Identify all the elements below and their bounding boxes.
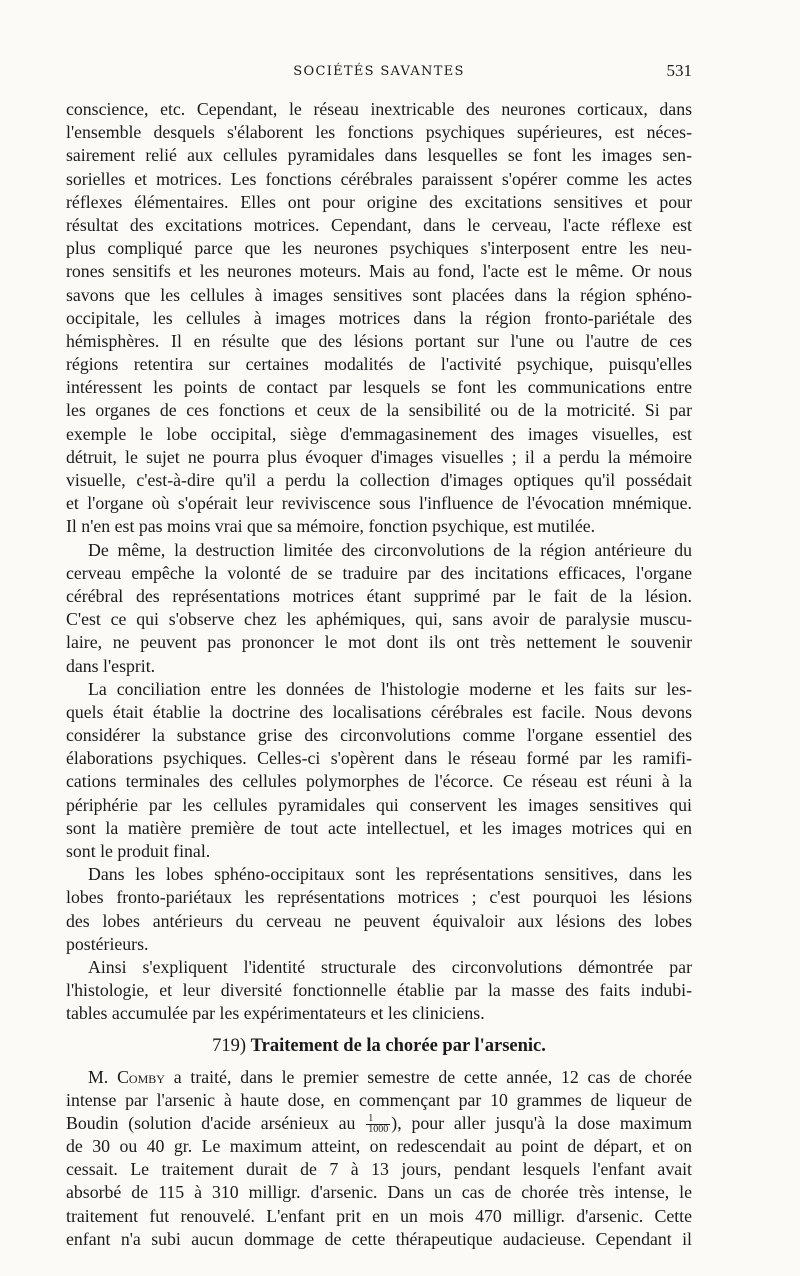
text-line: Il n'en est pas moins vrai que sa mémoire, fonction psychique, est mutilée. xyxy=(66,516,596,537)
text-line: traitement fut renouvelé. L'enfant prit en un mois 470 milligr. d'arsenic. Cette xyxy=(66,1205,692,1226)
paragraph xyxy=(66,1066,692,1252)
section-title: Traitement de la chorée par l'arsenic. xyxy=(250,1035,546,1056)
text-line: sont le produit final. xyxy=(66,841,211,861)
paragraph xyxy=(66,956,692,1026)
text-line: l'histologie, et leur diversité fonctionnelle établie par la masse des faits indubi- xyxy=(66,980,692,1001)
text-line: cessait. Le traitement durait de 7 à 13 jours, pendant lesquels l'enfant avait xyxy=(66,1159,692,1180)
text-line: et l'organe où s'opérait leur reviviscence sous l'influence de l'évocation mnémique. xyxy=(66,493,692,514)
author-name: Comby xyxy=(117,1066,165,1087)
page-number: 531 xyxy=(666,61,692,80)
text-line: Dans les lobes sphéno-occipitaux sont les représentations sensitives, dans les xyxy=(88,864,692,885)
text-line: rones sensitifs et les neurones moteurs. Mais au fond, l'acte est le même. Or nous xyxy=(66,261,692,282)
text-line: périphérie par les cellules pyramidales qui conservent les images sensitives qui xyxy=(66,794,692,815)
text-line: cérébral des représentations motrices étant supprimé par le fait de la lésion. xyxy=(66,585,692,606)
text-line: cerveau empêche la volonté de se traduire par des incitations efficaces, l'organe xyxy=(66,562,692,583)
text-fragment: Boudin (solution d'acide arsénieux au xyxy=(66,1112,366,1133)
body-text xyxy=(66,98,692,1251)
text-line xyxy=(66,1112,692,1135)
text-line: enfant n'a subi aucun dommage de cette thérapeutique audacieuse. Cependant il xyxy=(66,1228,692,1249)
paragraph xyxy=(66,539,692,678)
text-line: lobes fronto-pariétaux les représentations motrices ; c'est pourquoi les lésions xyxy=(66,887,692,908)
paragraph xyxy=(66,863,692,956)
text-line: réflexes élémentaires. Elles ont pour origine des excitations sensitives et pour xyxy=(66,191,692,212)
text-line: l'ensemble desquels s'élaborent les fonctions psychiques supérieures, est néces- xyxy=(66,122,692,143)
text-line: élaborations psychiques. Celles-ci s'opèrent dans le réseau formé par les ramifi- xyxy=(66,748,692,769)
text-line: intéressent les points de contact par lesquels se font les communications entre xyxy=(66,377,692,398)
text-line: détruit, le sujet ne pourra plus évoquer d'images visuelles ; il a perdu la mémoire xyxy=(66,446,692,467)
text-line: dans l'esprit. xyxy=(66,655,156,676)
text-line: sont la matière première de tout acte intellectuel, et les images motrices qui en xyxy=(66,817,692,838)
text-line: sorielles et motrices. Les fonctions cérébrales paraissent s'opérer comme les actes xyxy=(66,168,692,189)
text-fragment: M. xyxy=(88,1066,118,1087)
text-line: postérieurs. xyxy=(66,933,149,954)
text-fragment: ), pour aller jusqu'à la dose maximum xyxy=(391,1112,692,1133)
text-line: C'est ce qui s'observe chez les aphémiques, qui, sans avoir de paralysie muscu- xyxy=(66,609,692,630)
page-header xyxy=(66,62,692,86)
text-line: occipitale, les cellules à images motrices dans la région fronto-pariétale des xyxy=(66,307,692,328)
text-line: sairement relié aux cellules pyramidales dans lesquelles se font les images sen- xyxy=(66,145,692,166)
paragraph xyxy=(66,98,692,539)
text-line: les organes de ces fonctions et ceux de la sensibilité ou de la motricité. Si par xyxy=(66,400,692,421)
text-line: savons que les cellules à images sensitives sont placées dans la région sphéno- xyxy=(66,284,692,305)
text-line: tables accumulée par les expérimentateurs et les cliniciens. xyxy=(66,1003,485,1024)
text-line: De même, la destruction limitée des circonvolutions de la région antérieure du xyxy=(88,539,692,560)
fraction-numerator: 1 xyxy=(366,1114,390,1125)
text-line: Ainsi s'expliquent l'identité structurale des circonvolutions démontrée par xyxy=(88,956,692,977)
fraction xyxy=(366,1114,390,1135)
section-number: 719) xyxy=(212,1035,247,1056)
text-line: exemple le lobe occipital, siège d'emmagasinement des images visuelles, est xyxy=(66,423,692,444)
text-line: absorbé de 115 à 310 milligr. d'arsenic. Dans un cas de chorée très intense, le xyxy=(66,1182,692,1203)
text-line: laire, ne peuvent pas prononcer le mot dont ils ont très nettement le souvenir xyxy=(66,632,692,653)
section-heading xyxy=(66,1034,692,1058)
text-line: résultat des excitations motrices. Cependant, dans le cerveau, l'acte réflexe est xyxy=(66,214,692,235)
text-line: régions retentira sur certaines modalités de l'activité psychique, puisqu'elles xyxy=(66,354,692,375)
fraction-denominator: 1000 xyxy=(368,1124,389,1136)
text-line: plus compliqué parce que les neurones psychiques s'interposent entre les neu- xyxy=(66,238,692,259)
text-line: des lobes antérieurs du cerveau ne peuvent équivaloir aux lésions des lobes xyxy=(66,910,692,931)
text-line: considérer la substance grise des circonvolutions comme l'organe essentiel des xyxy=(66,725,692,746)
text-line: La conciliation entre les données de l'histologie moderne et les faits sur les- xyxy=(88,678,692,699)
text-line: conscience, etc. Cependant, le réseau inextricable des neurones corticaux, dans xyxy=(66,99,692,119)
text-line: quels était établie la doctrine des localisations cérébrales est facile. Nous devons xyxy=(66,701,692,722)
running-title: SOCIÉTÉS SAVANTES xyxy=(293,64,465,79)
text-line: intense par l'arsenic à haute dose, en commençant par 10 grammes de liqueur de xyxy=(66,1089,692,1110)
text-line: hémisphères. Il en résulte que des lésions portant sur l'une ou l'autre de ces xyxy=(66,330,692,351)
text-line: visuelle, c'est-à-dire qu'il a perdu la collection d'images optiques qu'il possédait xyxy=(66,470,692,490)
text-fragment: a traité, dans le premier semestre de cette année, 12 cas de chorée xyxy=(164,1066,693,1087)
text-line: cations terminales des cellules polymorphes de l'écorce. Ce réseau est réuni à la xyxy=(66,771,692,792)
text-line: de 30 ou 40 gr. Le maximum atteint, on redescendait au point de départ, et on xyxy=(66,1136,692,1157)
paragraph xyxy=(66,678,692,864)
text-line xyxy=(66,1066,692,1089)
